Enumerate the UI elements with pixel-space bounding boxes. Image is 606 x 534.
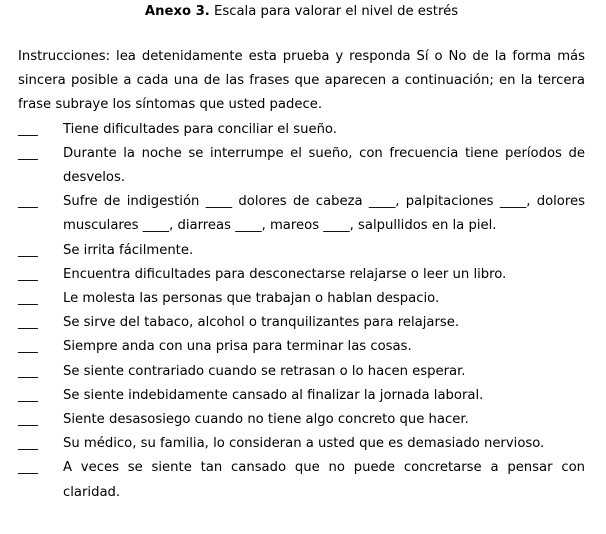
answer-blank[interactable]: ___ — [18, 266, 38, 282]
answer-blank[interactable]: ___ — [18, 291, 38, 307]
question-text: Siempre anda con una prisa para terminar las cosas. — [63, 339, 412, 355]
question-text: Se irrita fácilmente. — [63, 242, 194, 258]
question-item — [18, 408, 585, 432]
answer-blank[interactable]: ___ — [18, 339, 38, 355]
answer-blank[interactable]: ___ — [18, 363, 38, 379]
question-text: Se siente contrariado cuando se retrasan o lo hacen esperar. — [63, 363, 466, 379]
question-item — [18, 384, 585, 408]
question-text: Su médico, su familia, lo consideran a usted que es demasiado nervioso. — [63, 436, 545, 452]
question-text: A veces se siente tan cansado que no puede concretarse a pensar con claridad. — [63, 460, 585, 500]
answer-blank[interactable]: ___ — [18, 315, 38, 331]
question-list — [18, 118, 585, 505]
question-item — [18, 432, 585, 456]
answer-blank[interactable]: ___ — [18, 460, 38, 476]
question-item — [18, 263, 585, 287]
question-item — [18, 190, 585, 238]
answer-blank[interactable]: ___ — [18, 194, 38, 210]
question-item — [18, 118, 585, 142]
question-text: Durante la noche se interrumpe el sueño, con frecuencia tiene períodos de desvelos. — [63, 145, 585, 186]
question-text: Se siente indebidamente cansado al finalizar la jornada laboral. — [63, 387, 484, 403]
document-page — [18, 0, 585, 505]
question-item — [18, 142, 585, 190]
question-text: Se sirve del tabaco, alcohol o tranquilizantes para relajarse. — [63, 315, 460, 331]
question-item — [18, 311, 585, 335]
answer-blank[interactable]: ___ — [18, 387, 38, 403]
question-text: Le molesta las personas que trabajan o hablan despacio. — [63, 291, 440, 307]
instructions-paragraph: Instrucciones: lea detenidamente esta prueba y responda Sí o No de la forma más sincera posible a cada una de las frases que aparecen a continuación; en la tercera frase subraye los síntomas que usted padece. — [18, 49, 585, 113]
answer-blank[interactable]: ___ — [18, 145, 38, 161]
question-item — [18, 360, 585, 384]
answer-blank[interactable]: ___ — [18, 121, 38, 137]
page-title — [18, 0, 585, 24]
answer-blank[interactable]: ___ — [18, 412, 38, 428]
question-text: Siente desasosiego cuando no tiene algo concreto que hacer. — [63, 412, 469, 428]
title-text: Escala para valorar el nivel de estrés — [209, 4, 459, 19]
question-text: Encuentra dificultades para desconectarse relajarse o leer un libro. — [63, 266, 507, 282]
question-item — [18, 287, 585, 311]
answer-blank[interactable]: ___ — [18, 242, 38, 258]
question-text: Tiene dificultades para conciliar el sueño. — [63, 121, 337, 137]
answer-blank[interactable]: ___ — [18, 436, 38, 452]
question-item — [18, 239, 585, 263]
question-text-symptoms: Sufre de indigestión ____ dolores de cabeza ____, palpitaciones ____, dolores musculares ____, diarreas ____, mareos ____, salpullidos en la piel. — [63, 194, 585, 234]
question-item — [18, 456, 585, 504]
question-item — [18, 335, 585, 359]
annex-label: Anexo 3. — [144, 4, 210, 19]
